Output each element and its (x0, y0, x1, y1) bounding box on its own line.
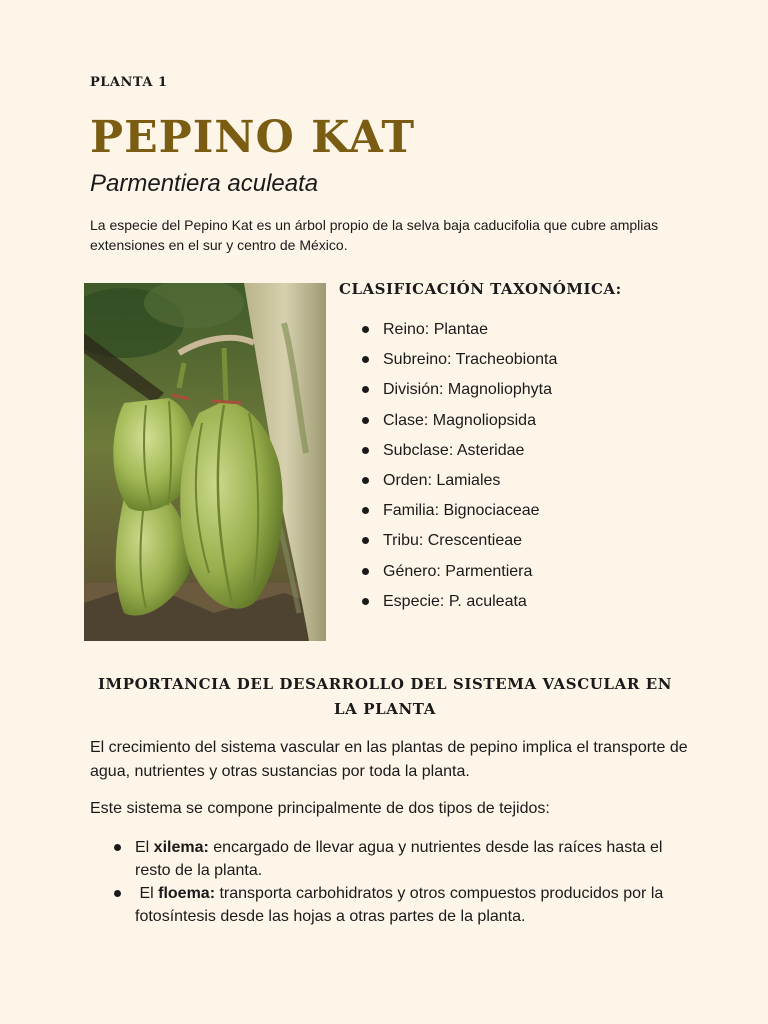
tissue-description: transporta carbohidratos y otros compuestos producidos por la fotosíntesis desde las hojas a otras partes de la planta. (135, 885, 664, 925)
taxonomy-item-division: División: Magnoliophyta (383, 378, 557, 408)
taxonomy-item-subreino: Subreino: Tracheobionta (383, 348, 557, 378)
plant-label: PLANTA 1 (90, 75, 168, 90)
taxonomy-item-subclase: Subclase: Asteridae (383, 439, 557, 469)
importance-heading: IMPORTANCIA DEL DESARROLLO DEL SISTEMA VASCULAR EN LA PLANTA (97, 675, 673, 718)
tissue-description: encargado de llevar agua y nutrientes desde las raíces hasta el resto de la planta. (135, 839, 663, 879)
taxonomy-item-genero: Género: Parmentiera (383, 560, 557, 590)
taxonomy-item-tribu: Tribu: Crescentieae (383, 529, 557, 559)
tissue-prefix: El (135, 839, 154, 856)
intro-paragraph: La especie del Pepino Kat es un árbol propio de la selva baja caducifolia que cubre amplias extensiones en el sur y centro de México. (90, 217, 659, 253)
taxonomy-item-reino: Reino: Plantae (383, 318, 557, 348)
importance-paragraph-2: Este sistema se compone principalmente de dos tipos de tejidos: (90, 800, 550, 817)
taxonomy-item-especie: Especie: P. aculeata (383, 590, 557, 620)
tissue-item-xilema (135, 836, 695, 882)
tissue-prefix: El (135, 885, 159, 902)
importance-paragraph-1: El crecimiento del sistema vascular en las plantas de pepino implica el transporte de agua, nutrientes y otras sustancias por toda la planta. (90, 739, 688, 780)
taxonomy-list (383, 318, 557, 620)
tissue-term-floema: floema: (158, 885, 216, 902)
pepino-kat-fruit-photo (84, 283, 326, 641)
tissue-list (135, 836, 695, 928)
page-title: PEPINO KAT (90, 112, 416, 163)
tissue-item-floema (135, 882, 695, 928)
scientific-name: Parmentiera aculeata (90, 170, 319, 197)
taxonomy-item-orden: Orden: Lamiales (383, 469, 557, 499)
taxonomy-item-clase: Clase: Magnoliopsida (383, 409, 557, 439)
taxonomy-item-familia: Familia: Bignociaceae (383, 499, 557, 529)
tissue-term-xilema: xilema: (153, 839, 209, 856)
taxonomy-heading: CLASIFICACIÓN TAXONÓMICA: (339, 280, 622, 298)
